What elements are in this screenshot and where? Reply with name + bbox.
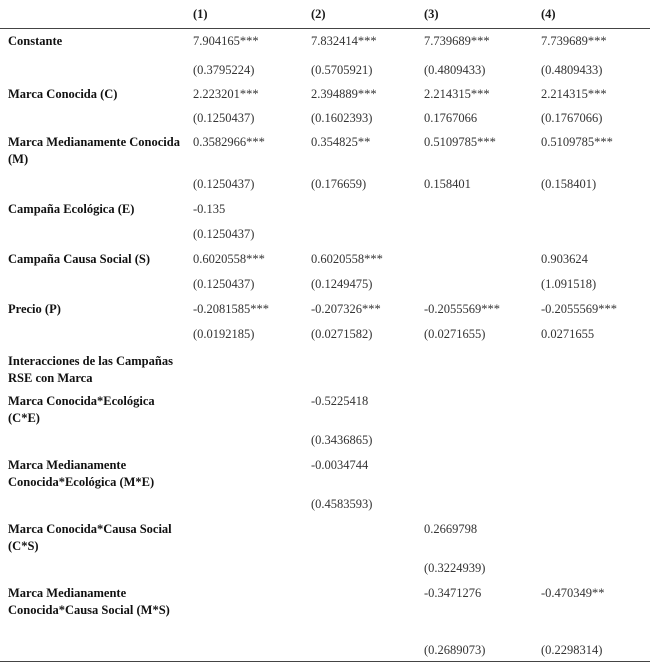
se-cell: (0.2689073): [416, 639, 533, 662]
se-cell: [185, 639, 303, 662]
coef-cell: 2.214315***: [424, 86, 490, 101]
row-label: [0, 323, 185, 347]
se-cell: (0.0271655): [424, 326, 486, 341]
row-label: [0, 429, 185, 453]
coef-cell: -0.207326***: [311, 301, 381, 316]
se-cell: (0.3224939): [424, 560, 486, 575]
table-row: [0, 107, 650, 131]
table-row: [0, 273, 650, 297]
coef-cell: 2.394889***: [311, 86, 377, 101]
se-cell: [416, 273, 533, 297]
coef-cell: [416, 453, 533, 493]
coef-cell: [303, 197, 416, 223]
table-row: [0, 453, 650, 493]
se-cell: [416, 429, 533, 453]
coef-cell: 0.354825**: [311, 134, 371, 149]
coef-cell: 0.2669798: [424, 521, 478, 536]
coef-cell: [416, 389, 533, 429]
header-cell-model-2: (2): [303, 0, 416, 29]
coef-cell: 7.832414***: [311, 34, 377, 48]
table-row: [0, 347, 650, 389]
se-cell: (0.1602393): [311, 110, 373, 125]
se-cell: 0.0271655: [541, 326, 595, 341]
se-cell: [303, 223, 416, 247]
table-row: [0, 429, 650, 453]
se-cell: [303, 639, 416, 662]
se-cell: (0.4809433): [541, 62, 603, 77]
coef-cell: [303, 581, 416, 639]
coef-cell: 0.6020558***: [193, 251, 265, 266]
se-cell: [533, 223, 650, 247]
row-label: Campaña Causa Social (S): [8, 251, 151, 266]
empty-cell: [416, 347, 533, 389]
se-cell: (0.1250437): [193, 226, 255, 241]
table-row: [0, 223, 650, 247]
coef-cell: -0.2081585***: [193, 301, 270, 316]
coef-cell: 2.223201***: [193, 86, 259, 101]
coef-cell: [185, 389, 303, 429]
row-label: Campaña Ecológica (E): [8, 201, 135, 216]
coef-cell: -0.470349**: [541, 585, 605, 600]
table-row: [0, 29, 650, 59]
se-cell: 0.158401: [424, 176, 471, 191]
row-label: [0, 223, 185, 247]
coef-cell: -0.2055569***: [424, 301, 501, 316]
coef-cell: -0.0034744: [311, 457, 369, 472]
header-cell-model-1: (1): [185, 0, 303, 29]
row-label: Marca Medianamente Conocida (M): [8, 134, 180, 166]
coef-cell: -0.3471276: [424, 585, 482, 600]
row-label: Marca Conocida*Ecológica (C*E): [8, 393, 155, 425]
se-cell: (0.5705921): [311, 62, 373, 77]
row-label: Marca Medianamente Conocida*Ecológica (M*E): [8, 457, 155, 489]
coef-cell: 0.5109785***: [424, 134, 496, 149]
table-row: [0, 389, 650, 429]
se-cell: 0.1767066: [424, 110, 478, 125]
se-cell: (0.0271582): [311, 326, 373, 341]
coef-cell: -0.135: [193, 201, 226, 216]
row-label: Marca Conocida (C): [8, 86, 118, 101]
row-label: [0, 173, 185, 197]
se-cell: [185, 557, 303, 581]
table-row: [0, 323, 650, 347]
table-row: [0, 557, 650, 581]
table-row: [0, 581, 650, 639]
coef-cell: 7.904165***: [193, 34, 259, 48]
row-label: [0, 557, 185, 581]
row-label: Constante: [8, 34, 63, 48]
row-label: [0, 639, 185, 662]
row-label: Precio (P): [8, 301, 61, 316]
se-cell: (0.4809433): [424, 62, 486, 77]
coef-cell: [185, 581, 303, 639]
table-row: [0, 83, 650, 107]
se-cell: (0.0192185): [193, 326, 255, 341]
coef-cell: 0.6020558***: [311, 251, 383, 266]
se-cell: [303, 557, 416, 581]
row-label: [0, 107, 185, 131]
coef-cell: [303, 517, 416, 557]
se-cell: (0.1250437): [193, 276, 255, 291]
se-cell: (1.091518): [541, 276, 597, 291]
table-row: [0, 59, 650, 83]
coef-cell: [416, 247, 533, 273]
se-cell: (0.1249475): [311, 276, 373, 291]
table-row: [0, 297, 650, 323]
se-cell: [533, 429, 650, 453]
se-cell: [185, 493, 303, 517]
se-cell: (0.3436865): [311, 432, 373, 447]
se-cell: [416, 493, 533, 517]
se-cell: (0.158401): [541, 176, 597, 191]
header-cell-label: [0, 0, 185, 29]
row-label: [0, 59, 185, 83]
coef-cell: [185, 453, 303, 493]
table-row: [0, 639, 650, 662]
row-label: Marca Conocida*Causa Social (C*S): [8, 521, 172, 553]
table-row: [0, 493, 650, 517]
se-cell: (0.1250437): [193, 110, 255, 125]
coef-cell: [533, 453, 650, 493]
row-label: [0, 493, 185, 517]
table-row: [0, 197, 650, 223]
se-cell: (0.176659): [311, 176, 367, 191]
coef-cell: [533, 517, 650, 557]
coef-cell: [533, 389, 650, 429]
se-cell: [533, 557, 650, 581]
coef-cell: 0.3582966***: [193, 134, 265, 149]
se-cell: [416, 223, 533, 247]
table-row: [0, 173, 650, 197]
section-label: Interacciones de las Campañas RSE con Marca: [8, 353, 173, 385]
coef-cell: 7.739689***: [424, 34, 490, 48]
empty-cell: [533, 347, 650, 389]
se-cell: (0.3795224): [193, 62, 255, 77]
row-label: [0, 273, 185, 297]
se-cell: (0.1767066): [541, 110, 603, 125]
coef-cell: -0.5225418: [311, 393, 369, 408]
coef-cell: 7.739689***: [541, 34, 607, 48]
se-cell: (0.1250437): [193, 176, 255, 191]
empty-cell: [185, 347, 303, 389]
empty-cell: [303, 347, 416, 389]
table-row: [0, 131, 650, 173]
se-cell: [185, 429, 303, 453]
coef-cell: [185, 517, 303, 557]
header-cell-model-4: (4): [533, 0, 650, 29]
row-label: Marca Medianamente Conocida*Causa Social (M*S): [8, 585, 170, 617]
coef-cell: [533, 197, 650, 223]
se-cell: (0.4583593): [311, 496, 373, 511]
coef-cell: 0.903624: [541, 251, 588, 266]
header-cell-model-3: (3): [416, 0, 533, 29]
se-cell: [533, 493, 650, 517]
coef-cell: -0.2055569***: [541, 301, 618, 316]
header-row: [0, 0, 650, 29]
se-cell: (0.2298314): [533, 639, 650, 662]
coef-cell: [416, 197, 533, 223]
coef-cell: 0.5109785***: [541, 134, 613, 149]
table-row: [0, 247, 650, 273]
coef-cell: 2.214315***: [541, 86, 607, 101]
table-row: [0, 517, 650, 557]
